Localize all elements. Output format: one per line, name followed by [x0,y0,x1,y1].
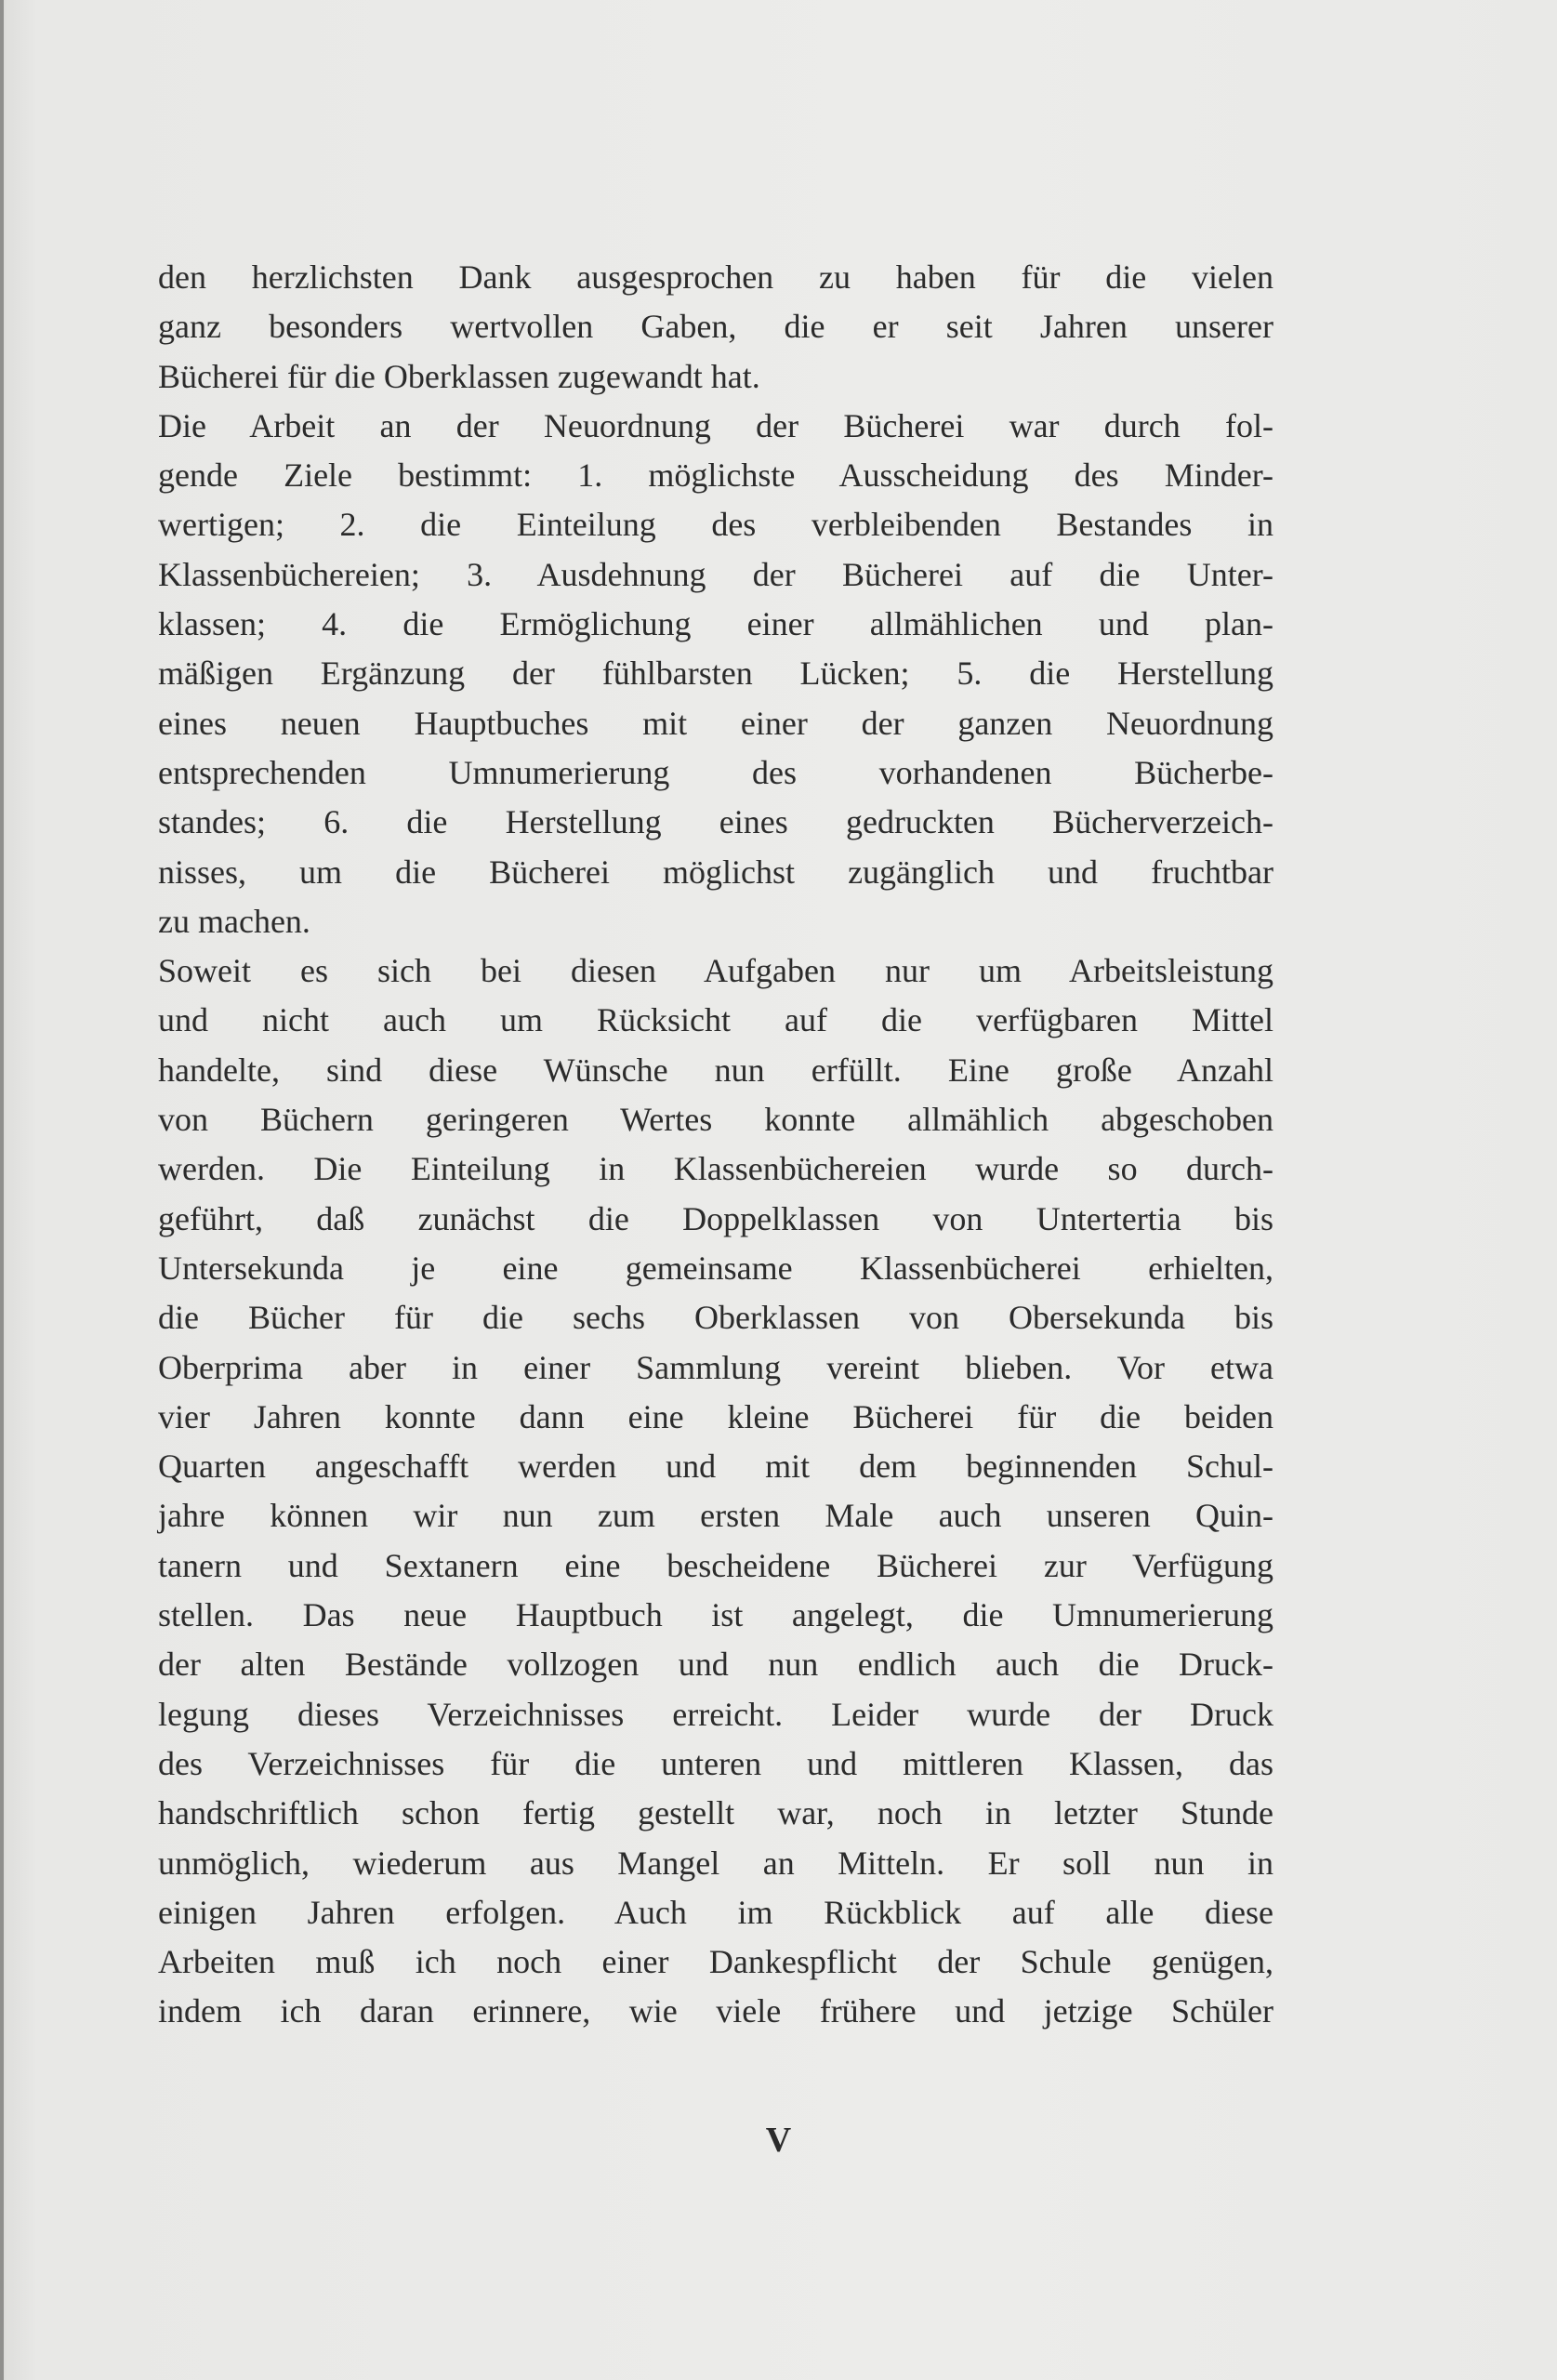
text-line: zu machen. [158,902,310,940]
text-line: und nicht auch um Rücksicht auf die verfügbaren Mittel [158,1001,1273,1039]
text-line: eines neuen Hauptbuches mit einer der ganzen Neuordnung [158,704,1273,742]
text-line: geführt, daß zunächst die Doppelklassen von Untertertia bis [158,1199,1273,1237]
text-line: entsprechenden Umnumerierung des vorhandenen Bücherbe- [158,753,1273,791]
text-line: werden. Die Einteilung in Klassenbüchereien wurde so durch- [158,1150,1273,1188]
page-number: V [765,2121,792,2160]
text-line: ganz besonders wertvollen Gaben, die er seit Jahren unserer [158,308,1273,346]
text-line: den herzlichsten Dank ausgesprochen zu haben für die vielen [158,258,1273,296]
text-line: der alten Bestände vollzogen und nun endlich auch die Druck- [158,1646,1273,1684]
text-line: Die Arbeit an der Neuordnung der Bücherei war durch fol- [158,406,1273,444]
text-line: Oberprima aber in einer Sammlung vereint blieben. Vor etwa [158,1348,1273,1386]
text-line: stellen. Das neue Hauptbuch ist angelegt, die Umnumerierung [158,1596,1273,1634]
text-line: indem ich daran erinnere, wie viele frühere und jetzige Schüler [158,1992,1273,2030]
text-line: gende Ziele bestimmt: 1. möglichste Ausscheidung des Minder- [158,456,1273,495]
text-line: vier Jahren konnte dann eine kleine Bücherei für die beiden [158,1397,1273,1435]
text-line: Bücherei für die Oberklassen zugewandt hat. [158,357,760,395]
text-line: handschriftlich schon fertig gestellt war, noch in letzter Stunde [158,1794,1273,1832]
text-line: jahre können wir nun zum ersten Male auch unseren Quin- [158,1497,1273,1535]
text-line: tanern und Sextanern eine bescheidene Bücherei zur Verfügung [158,1546,1273,1584]
text-line: von Büchern geringeren Wertes konnte allmählich abgeschoben [158,1101,1273,1139]
text-line: nisses, um die Bücherei möglichst zugänglich und fruchtbar [158,853,1273,891]
text-line: unmöglich, wiederum aus Mangel an Mitteln. Er soll nun in [158,1844,1273,1882]
text-line: klassen; 4. die Ermöglichung einer allmählichen und plan- [158,605,1273,643]
text-line: Arbeiten muß ich noch einer Dankespflicht der Schule genügen, [158,1943,1273,1981]
body-text [158,253,1273,2037]
text-line: standes; 6. die Herstellung eines gedruckten Bücherverzeich- [158,803,1273,841]
text-line: die Bücher für die sechs Oberklassen von Obersekunda bis [158,1299,1273,1337]
text-line: Klassenbüchereien; 3. Ausdehnung der Bücherei auf die Unter- [158,555,1273,593]
text-line: legung dieses Verzeichnisses erreicht. Leider wurde der Druck [158,1695,1273,1733]
text-line: Soweit es sich bei diesen Aufgaben nur um Arbeitsleistung [158,952,1273,990]
text-line: Untersekunda je eine gemeinsame Klassenbücherei erhielten, [158,1249,1273,1287]
text-line: des Verzeichnisses für die unteren und mittleren Klassen, das [158,1744,1273,1782]
text-line: wertigen; 2. die Einteilung des verbleibenden Bestandes in [158,506,1273,544]
text-line: handelte, sind diese Wünsche nun erfüllt. Eine große Anzahl [158,1051,1273,1089]
page-edge-shadow [0,0,4,2380]
text-line: Quarten angeschafft werden und mit dem beginnenden Schul- [158,1448,1273,1486]
text-line: mäßigen Ergänzung der fühlbarsten Lücken; 5. die Herstellung [158,654,1273,693]
text-line: einigen Jahren erfolgen. Auch im Rückblick auf alle diese [158,1893,1273,1931]
